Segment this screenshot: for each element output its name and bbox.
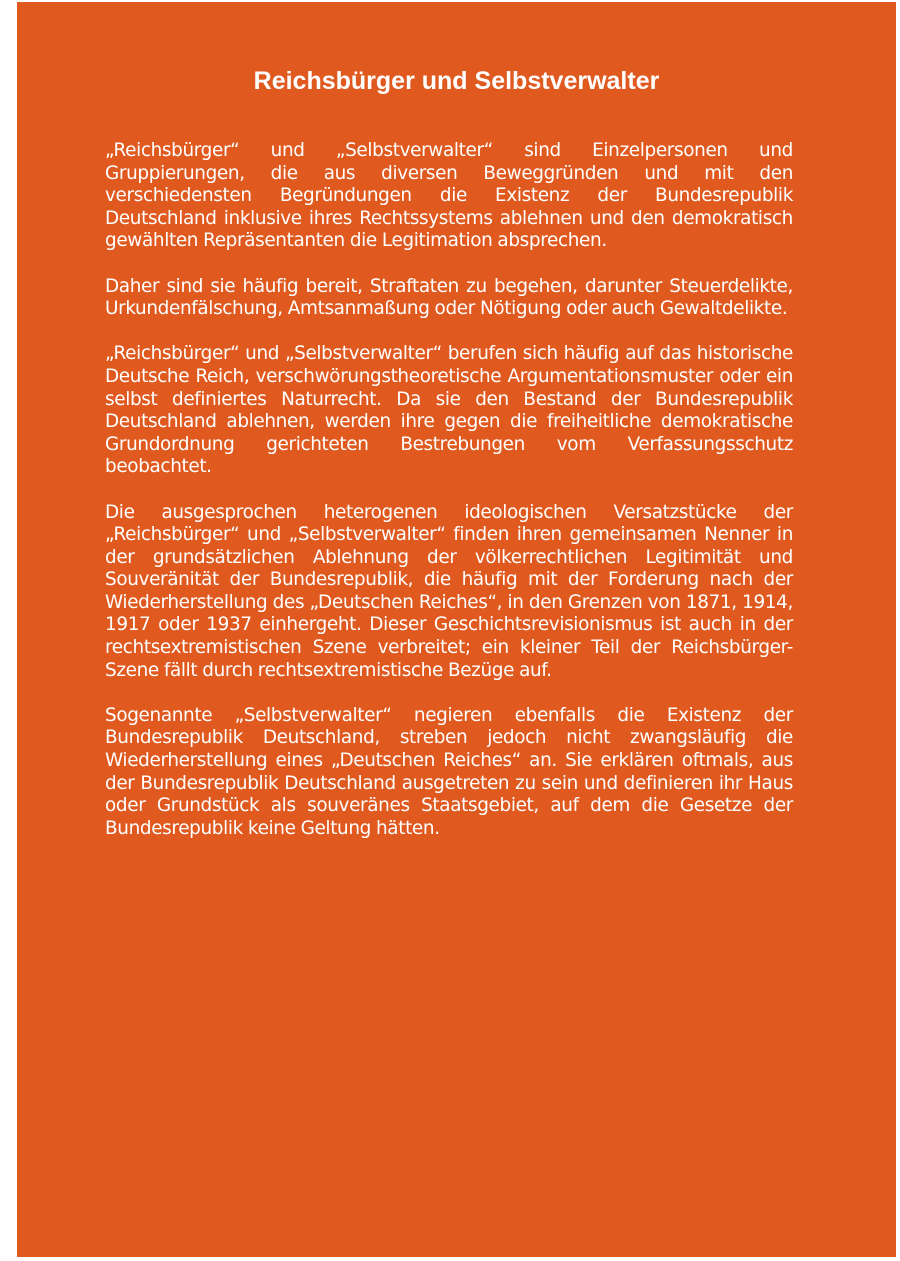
paragraph: Sogenannte „Selbstverwalter“ negieren ebenfalls die Existenz der Bundesrepublik Deutschland, streben jedoch nicht zwangsläufig die Wiederherstellung eines „Deutschen Reiches“ an. Sie erklären oftmals, aus der Bundesrepublik Deutschland ausgetreten zu sein und definieren ihr Haus oder Grundstück als souveränes Staatsgebiet, auf dem die Gesetze der Bundesrepublik keine Geltung hätten. (105, 704, 793, 839)
page-title: Reichsbürger und Selbstverwalter (253, 67, 660, 95)
paragraph: „Reichsbürger“ und „Selbstverwalter“ berufen sich häufig auf das historische Deutsche Reich, verschwörungstheoretische Argumentationsmuster oder ein selbst definiertes Naturrecht. Da sie den Bestand der Bundesrepublik Deutschland ablehnen, werden ihre gegen die freiheitliche demokratische Grundordnung gerichteten Bestrebungen vom Verfassungsschutz beobachtet. (105, 343, 793, 478)
paragraph: Daher sind sie häufig bereit, Straftaten zu begehen, darunter Steuerdelikte, Urkundenfälschung, Amtsanmaßung oder Nötigung oder auch Gewaltdelikte. (105, 275, 793, 320)
paragraph: Die ausgesprochen heterogenen ideologischen Versatzstücke der „Reichsbürger“ und „Selbstverwalter“ finden ihren gemeinsamen Nenner in der grundsätzlichen Ablehnung der völkerrechtlichen Legitimität und Souveränität der Bundesrepublik, die häufig mit der Forderung nach der Wiederherstellung des „Deutschen Reiches“, in den Grenzen von 1871, 1914, 1917 oder 1937 einhergeht. Dieser Geschichtsrevisionismus ist auch in der rechtsextremistischen Szene verbreitet; ein kleiner Teil der Reichsbürger-Szene fällt durch rechtsextremistische Bezüge auf. (105, 501, 793, 681)
body-text (105, 140, 793, 863)
paragraph: „Reichsbürger“ und „Selbstverwalter“ sind Einzelpersonen und Gruppierungen, die aus diversen Beweggründen und mit den verschiedensten Begründungen die Existenz der Bundesrepublik Deutschland inklusive ihres Rechtssystems ablehnen und den demokratisch gewählten Repräsentanten die Legitimation absprechen. (105, 140, 793, 252)
page (17, 2, 896, 1257)
